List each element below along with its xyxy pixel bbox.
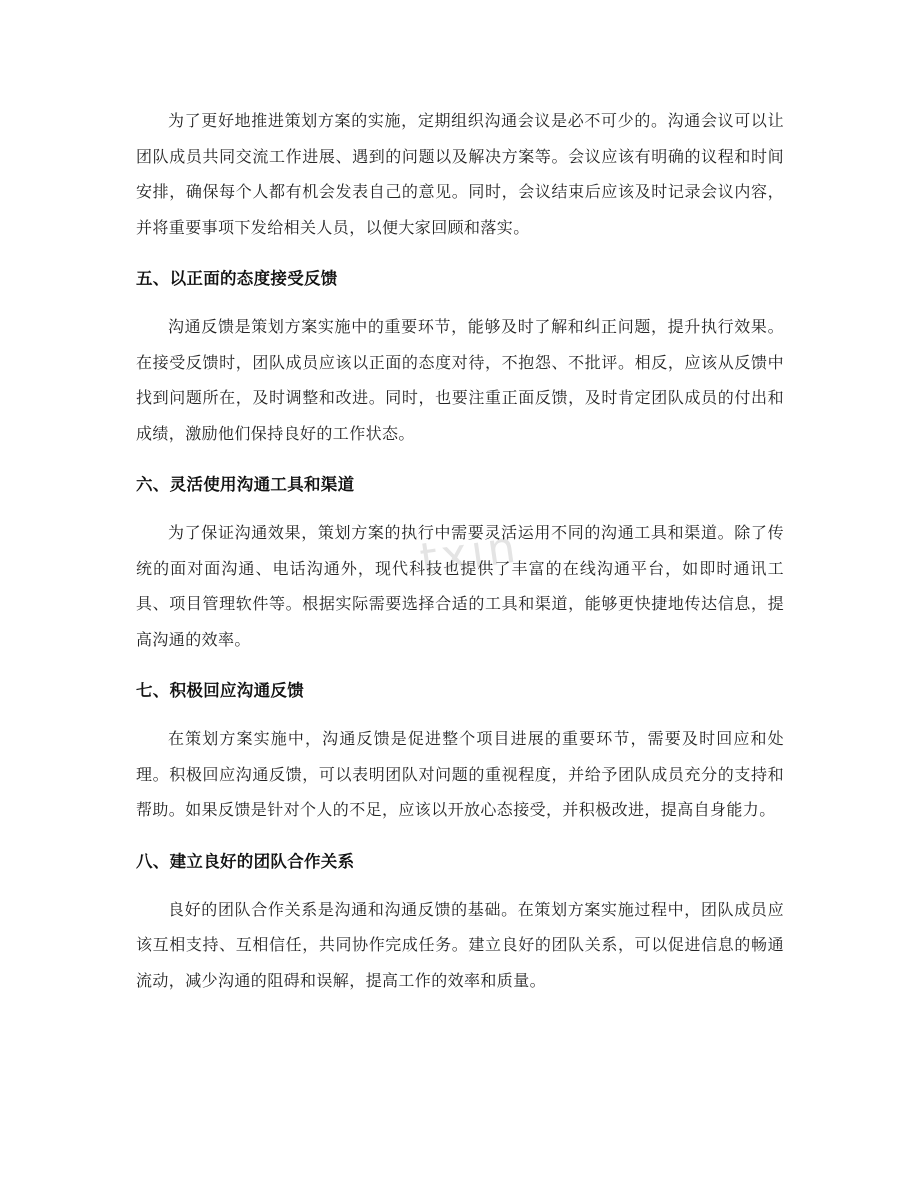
intro-paragraph: 为了更好地推进策划方案的实施，定期组织沟通会议是必不可少的。沟通会议可以让团队成员共同交流工作进展、遇到的问题以及解决方案等。会议应该有明确的议程和时间安排，确保每个人都有机会发表自己的意见。同时，会议结束后应该及时记录会议内容，并将重要事项下发给相关人员，以便大家回顾和落实。 [136, 111, 784, 237]
section-body-7: 在策划方案实施中，沟通反馈是促进整个项目进展的重要环节，需要及时回应和处理。积极回应沟通反馈，可以表明团队对问题的重视程度，并给予团队成员充分的支持和帮助。如果反馈是针对个人的不足，应该以开放心态接受，并积极改进，提高自身能力。 [136, 729, 784, 819]
section-heading-6: 六、灵活使用沟通工具和渠道 [136, 475, 355, 494]
section-body-6: 为了保证沟通效果，策划方案的执行中需要灵活运用不同的沟通工具和渠道。除了传统的面对面沟通、电话沟通外，现代科技也提供了丰富的在线沟通平台，如即时通讯工具、项目管理软件等。根据实际需要选择合适的工具和渠道，能够更快捷地传达信息，提高沟通的效率。 [136, 523, 784, 649]
section-body-8: 良好的团队合作关系是沟通和沟通反馈的基础。在策划方案实施过程中，团队成员应该互相支持、互相信任，共同协作完成任务。建立良好的团队关系，可以促进信息的畅通流动，减少沟通的阻碍和误解，提高工作的效率和质量。 [136, 899, 784, 990]
section-heading-5: 五、以正面的态度接受反馈 [136, 269, 338, 288]
document-page [136, 103, 784, 998]
section-body-5: 沟通反馈是策划方案实施中的重要环节，能够及时了解和纠正问题，提升执行效果。在接受反馈时，团队成员应该以正面的态度对待，不抱怨、不批评。相反，应该从反馈中找到问题所在，及时调整和改进。同时，也要注重正面反馈，及时肯定团队成员的付出和成绩，激励他们保持良好的工作状态。 [136, 317, 784, 443]
section-heading-7: 七、积极回应沟通反馈 [136, 681, 304, 700]
watermark: txin [416, 521, 523, 586]
section-heading-8: 八、建立良好的团队合作关系 [136, 851, 355, 871]
